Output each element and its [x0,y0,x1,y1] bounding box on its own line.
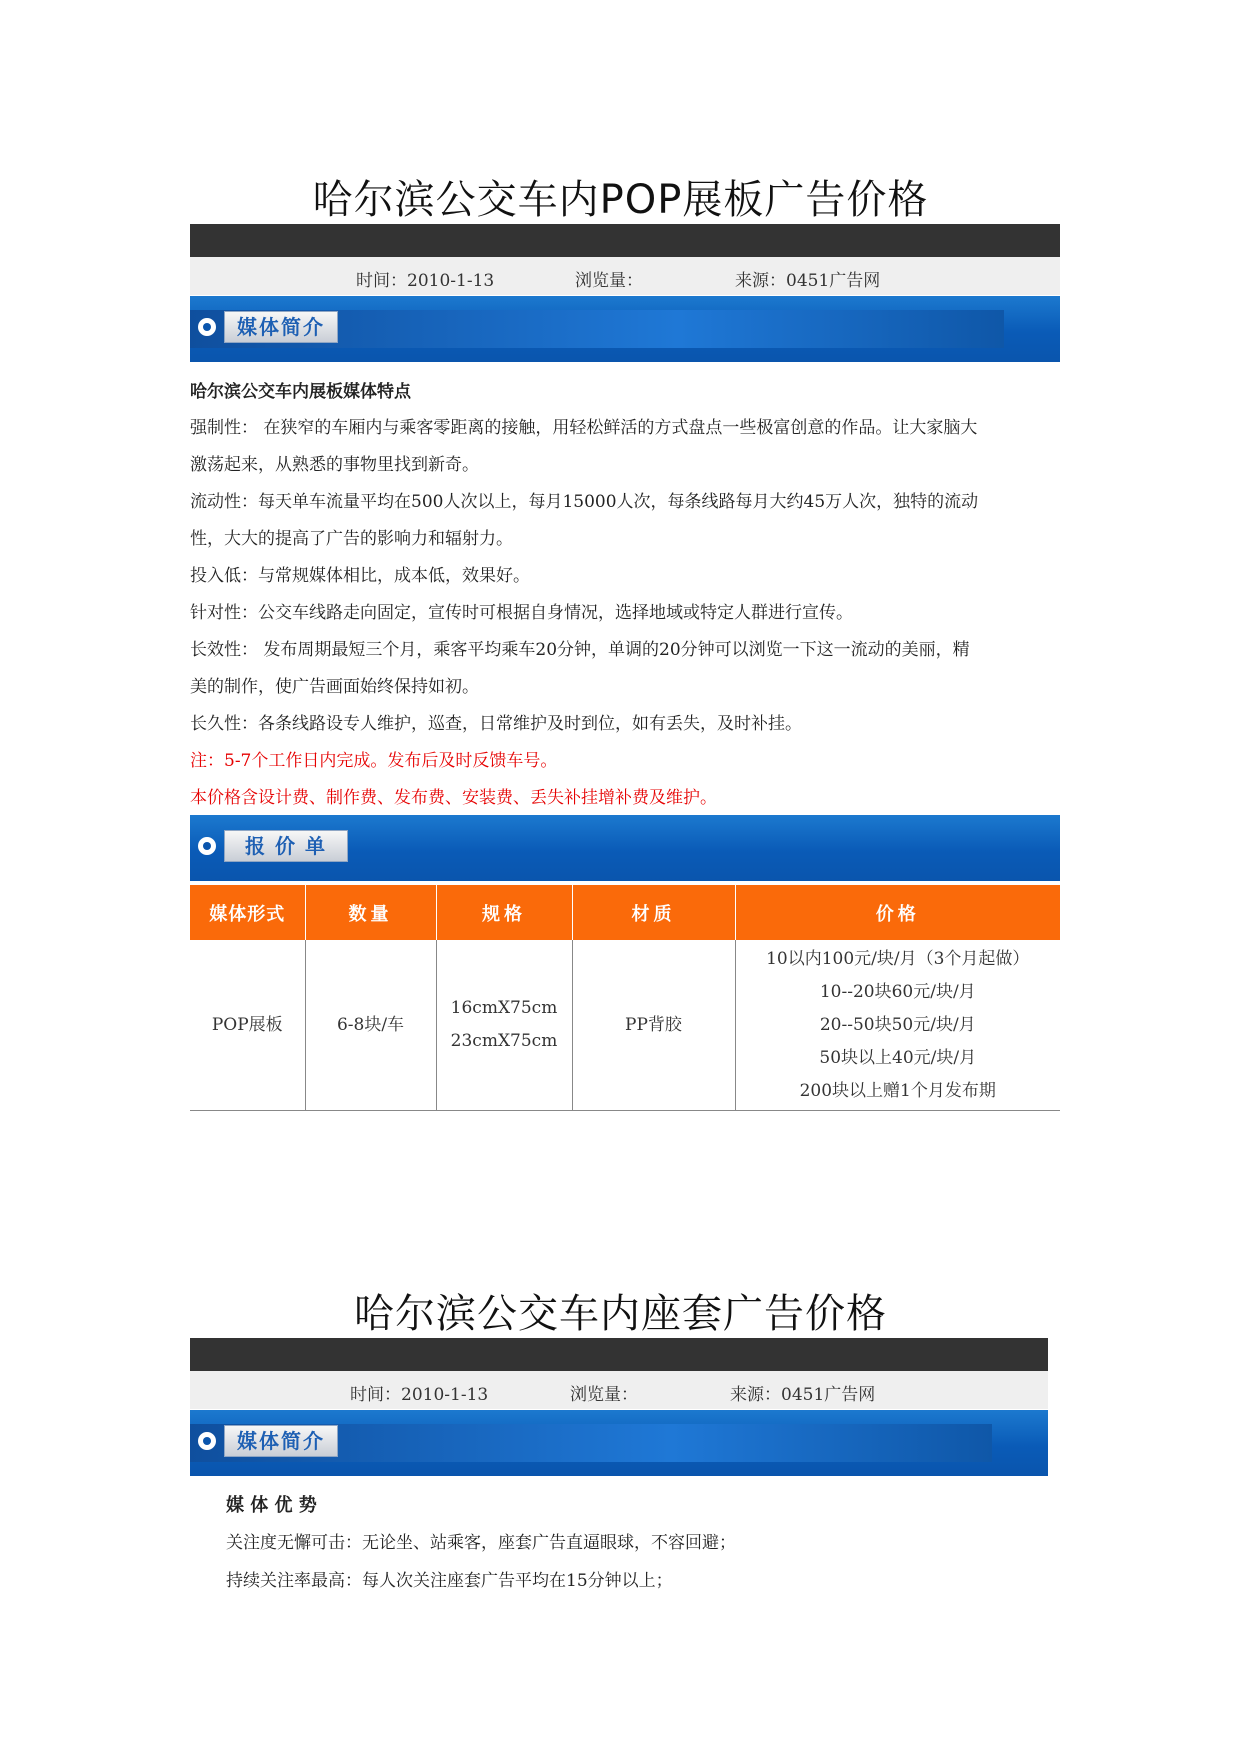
price-line: 200块以上赠1个月发布期 [799,1080,996,1101]
feature-line: 针对性：公交车线路走向固定，宣传时可根据自身情况，选择地域或特定人群进行宣传。 [190,603,853,623]
price-list-tag: 报价单 [224,830,348,862]
page-title-2: 哈尔滨公交车内座套广告价格 [354,1291,887,1337]
feature-list [190,413,1060,820]
table-row [190,940,1060,1111]
page-title: 哈尔滨公交车内POP展板广告价格 [312,177,929,223]
header-dark-bar [190,1338,1048,1371]
price-line: 10--20块60元/块/月 [819,981,976,1002]
table-header-row [190,885,1060,940]
publish-time: 时间：2010-1-13 [356,271,495,291]
bullet-icon [198,1432,216,1450]
bullet-icon [198,837,216,855]
feature-line: 美的制作，使广告画面始终保持如初。 [190,677,479,697]
spec-line: 16cmX75cm [450,998,558,1018]
col-header-media: 媒体形式 [190,885,305,940]
price-list-banner [190,815,1060,881]
feature-line: 流动性：每天单车流量平均在500人次以上，每月15000人次，每条线路每月大约45万人次，独特的流动 [190,492,979,512]
advantage-line: 持续关注率最高：每人次关注座套广告平均在15分钟以上； [226,1571,673,1591]
price-line: 10以内100元/块/月（3个月起做） [766,948,1030,969]
publish-time: 时间：2010-1-13 [350,1385,489,1405]
media-intro-banner [190,1410,1048,1476]
media-intro-tag: 媒体简介 [224,311,338,343]
feature-line: 长效性： 发布周期最短三个月，乘客平均乘车20分钟，单调的20分钟可以浏览一下这一流动的美丽，精 [190,640,970,660]
cell-material: PP背胶 [572,940,735,1111]
cell-media: POP展板 [190,940,305,1111]
media-intro-tag: 媒体简介 [224,1425,338,1457]
advantage-line: 关注度无懈可击：无论坐、站乘客，座套广告直逼眼球，不容回避； [226,1533,736,1553]
note-line: 本价格含设计费、制作费、发布费、安装费、丢失补挂增补费及维护。 [190,788,717,808]
meta-bar [190,1371,1048,1409]
feature-line: 长久性：各条线路设专人维护，巡查，日常维护及时到位，如有丢失，及时补挂。 [190,714,802,734]
feature-line: 激荡起来，从熟悉的事物里找到新奇。 [190,455,479,475]
note-line: 注：5-7个工作日内完成。发布后及时反馈车号。 [190,751,558,771]
feature-line: 性，大大的提高了广告的影响力和辐射力。 [190,529,513,549]
view-count: 浏览量： [570,1385,638,1405]
price-line: 20--50块50元/块/月 [819,1014,976,1035]
section-heading: 哈尔滨公交车内展板媒体特点 [190,382,411,402]
view-count: 浏览量： [575,271,643,291]
meta-bar [190,257,1060,295]
source-link[interactable]: 来源：0451广告网 [735,271,881,291]
feature-line: 投入低：与常规媒体相比，成本低，效果好。 [190,566,530,586]
section-heading: 媒 体 优 势 [226,1495,317,1516]
col-header-quantity: 数量 [305,885,436,940]
bullet-icon [198,318,216,336]
source-link[interactable]: 来源：0451广告网 [730,1385,876,1405]
col-header-price: 价格 [735,885,1060,940]
cell-spec [436,940,572,1111]
media-intro-banner [190,296,1060,362]
price-line: 50块以上40元/块/月 [819,1047,977,1068]
feature-line: 强制性： 在狭窄的车厢内与乘客零距离的接触，用轻松鲜活的方式盘点一些极富创意的作品。让大家脑大 [190,418,978,438]
cell-quantity: 6-8块/车 [305,940,436,1111]
cell-price [735,940,1060,1111]
col-header-material: 材质 [572,885,735,940]
spec-line: 23cmX75cm [450,1031,558,1051]
col-header-spec: 规格 [436,885,572,940]
header-dark-bar [190,224,1060,257]
price-table [190,885,1060,1111]
